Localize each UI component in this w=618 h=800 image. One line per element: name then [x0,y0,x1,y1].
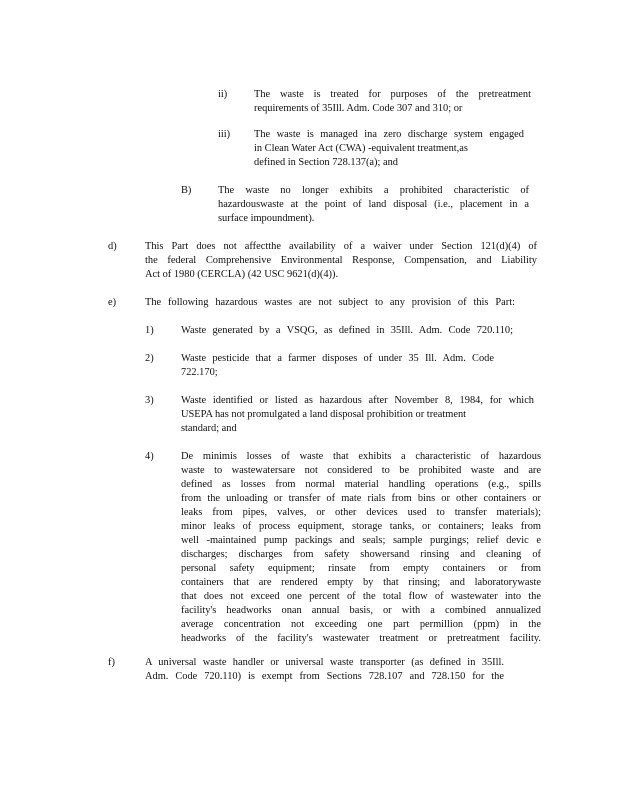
text-line: from the unloading or transfer of mate rials from bins or other containers or [181,493,541,504]
text-line: The waste is managed ina zero discharge system engaged [254,129,524,140]
text-line: that does not exceed one percent of the total flow of wastewater into the [181,591,541,602]
item-e-label: e) [108,297,117,308]
text-line: Waste generated by a VSQG, as defined in 35Ill. Adm. Code 720.110; [181,325,513,336]
text-line: defined as losses from normal material handling operations (e.g., spills [181,479,541,490]
text-line: The waste is treated for purposes of the pretreatment [254,89,531,100]
item-B-label: B) [181,185,192,196]
text-line: personal safety equipment; rinsate from empty containers or from [181,563,541,574]
item-e-3-label: 3) [145,395,154,406]
item-e-1-label: 1) [145,325,154,336]
text-line: A universal waste handler or universal waste transporter (as defined in 35Ill. [145,657,504,668]
item-e-text [145,296,515,310]
subitem-ii-label: ii) [218,89,228,100]
item-e-3-text [181,394,534,436]
text-line: requirements of 35Ill. Adm. Code 307 and 310; or [254,103,463,114]
text-line: Waste identified or listed as hazardous after November 8, 1984, for which [181,395,534,406]
subitem-iii-text [254,128,524,170]
text-line: facility's headworks onan annual basis, or with a combined annualized [181,605,541,616]
text-line: Waste pesticide that a farmer disposes of under 35 Ill. Adm. Code [181,353,494,364]
text-line: USEPA has not promulgated a land disposal prohibition or treatment [181,409,467,420]
text-line: The waste no longer exhibits a prohibited characteristic of [218,185,529,196]
text-line: hazardouswaste at the point of land disposal (i.e., placement in a [218,199,529,210]
text-line: defined in Section 728.137(a); and [254,157,398,168]
text-line: containers that are rendered empty by that rinsing; and laboratorywaste [181,577,541,588]
item-B-text [218,184,529,226]
text-line: leaks from pipes, valves, or other devices used to transfer materials); [181,507,541,518]
item-e-2-label: 2) [145,353,154,364]
subitem-ii-text [254,88,531,116]
item-e-4-label: 4) [145,451,154,462]
item-f-label: f) [108,657,115,668]
text-line: Adm. Code 720.110) is exempt from Sections 728.107 and 728.150 for the [145,671,504,682]
item-f-text [145,656,504,684]
item-d-label: d) [108,241,117,252]
text-line: The following hazardous wastes are not subject to any provision of this Part: [145,297,515,308]
text-line: waste to wastewatersare not considered to be prohibited waste and are [181,465,541,476]
text-line: headworks of the facility's wastewater treatment or pretreatment facility. [181,633,541,644]
subitem-iii-label: iii) [218,129,231,140]
item-e-2-text [181,352,494,380]
text-line: De minimis losses of waste that exhibits a characteristic of hazardous [181,451,541,462]
text-line: This Part does not affectthe availability of a waiver under Section 121(d)(4) of [145,241,537,252]
text-line: Act of 1980 (CERCLA) (42 USC 9621(d)(4)). [145,269,339,280]
text-line: well -maintained pump packings and seals; sample purgings; relief devic e [181,535,541,546]
item-e-1-text [181,324,513,338]
item-d-text [145,240,537,282]
item-e-4-text [181,450,541,646]
text-line: 722.170; [181,367,218,378]
text-line: the federal Comprehensive Environmental Response, Compensation, and Liability [145,255,537,266]
text-line: discharges; discharges from safety showersand rinsing and cleaning of [181,549,541,560]
text-line: minor leaks of process equipment, storage tanks, or containers; leaks from [181,521,541,532]
text-line: surface impoundment). [218,213,315,224]
text-line: standard; and [181,423,237,434]
text-line: average concentration not exceeding one part permillion (ppm) in the [181,619,541,630]
text-line: in Clean Water Act (CWA) -equivalent treatment,as [254,143,468,154]
